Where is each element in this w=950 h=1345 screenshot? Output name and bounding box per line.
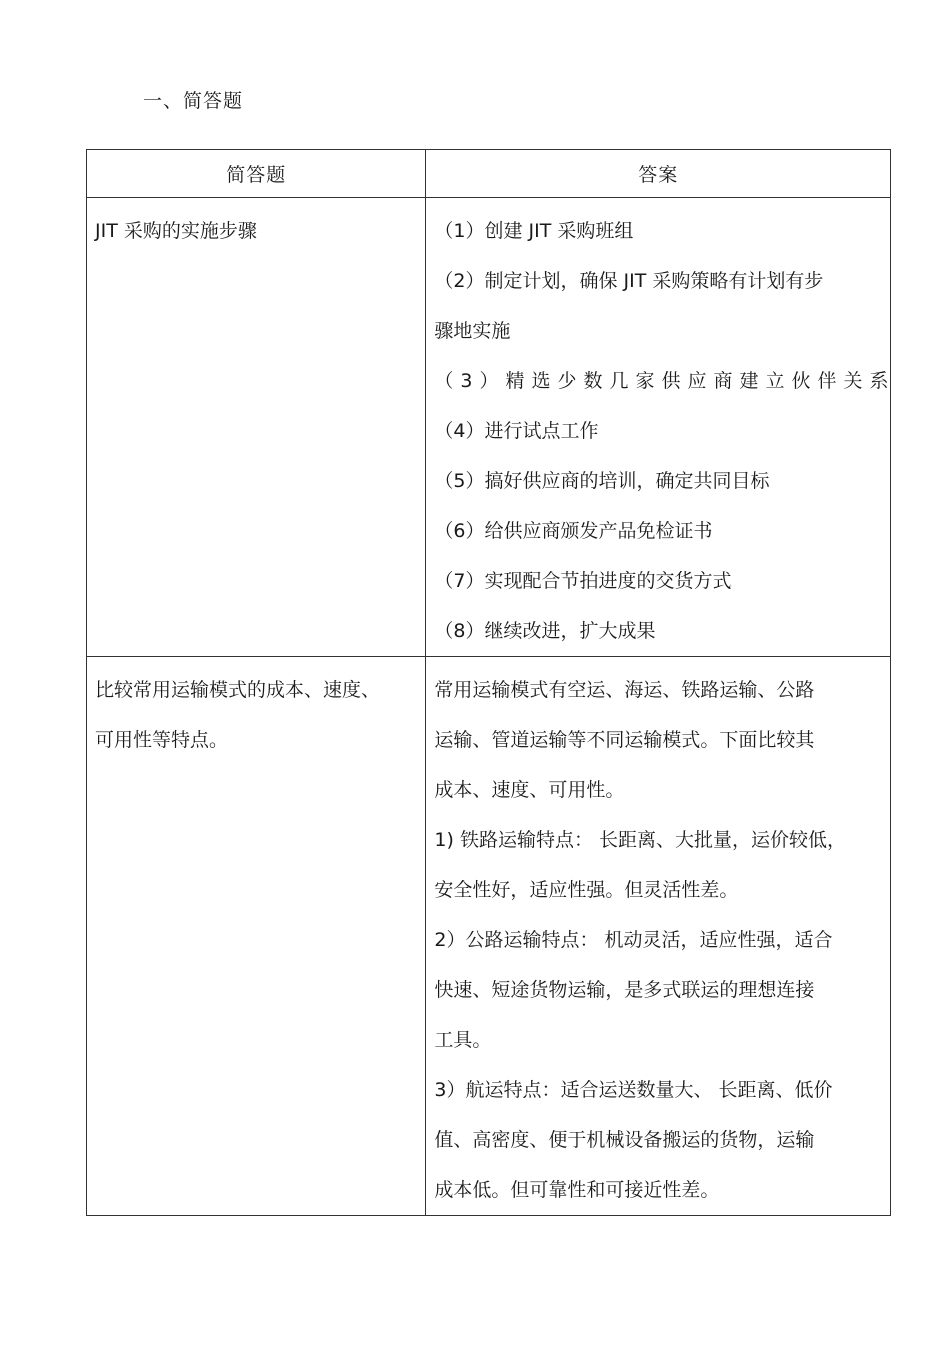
question-cell [87,198,426,657]
question-line: 可用性等特点。 [95,729,229,751]
answer-cell [426,657,891,1216]
question-line: 比较常用运输模式的成本、速度、 [95,679,381,701]
answer-line: （3）精选少数几家供应商建立伙伴关系 [434,370,896,392]
question-text [87,657,425,765]
answer-line: 骤地实施 [434,320,511,342]
section-title: 一、简答题 [143,90,244,112]
answer-line: （2）制定计划，确保 JIT 采购策略有计划有步 [434,270,824,292]
answer-line: 值、高密度、便于机械设备搬运的货物，运输 [434,1129,815,1151]
answer-line: 成本低。但可靠性和可接近性差。 [434,1179,720,1201]
answer-line: 快速、短途货物运输，是多式联运的理想连接 [434,979,815,1001]
answer-line: 2）公路运输特点： 机动灵活，适应性强，适合 [434,929,833,951]
question-cell [87,657,426,1216]
answer-list [426,657,890,1215]
header-question: 简答题 [87,150,426,198]
answer-line: 安全性好，适应性强。但灵活性差。 [434,879,739,901]
table-header-row [87,150,891,198]
table-row [87,198,891,657]
answer-list [426,198,896,656]
answer-line: 3）航运特点：适合运送数量大、 长距离、低价 [434,1079,833,1101]
answer-line: 运输、管道运输等不同运输模式。下面比较其 [434,729,815,751]
answer-line: 成本、速度、可用性。 [434,779,625,801]
answer-cell [426,198,896,657]
answer-line: 常用运输模式有空运、海运、铁路运输、公路 [434,679,815,701]
answer-line: （6）给供应商颁发产品免检证书 [434,520,713,542]
table-row [87,657,891,1216]
answer-line: （1）创建 JIT 采购班组 [434,220,634,242]
answer-line: （4）进行试点工作 [434,420,599,442]
answer-line: （5）搞好供应商的培训，确定共同目标 [434,470,770,492]
answer-line: 1) 铁路运输特点： 长距离、大批量，运价较低， [434,829,847,851]
answer-line: （7）实现配合节拍进度的交货方式 [434,570,732,592]
qa-table [86,149,896,1216]
answer-line: 工具。 [434,1029,492,1051]
question-text: JIT 采购的实施步骤 [95,220,257,242]
answer-line: （8）继续改进，扩大成果 [434,620,656,642]
header-answer: 答案 [426,150,891,198]
